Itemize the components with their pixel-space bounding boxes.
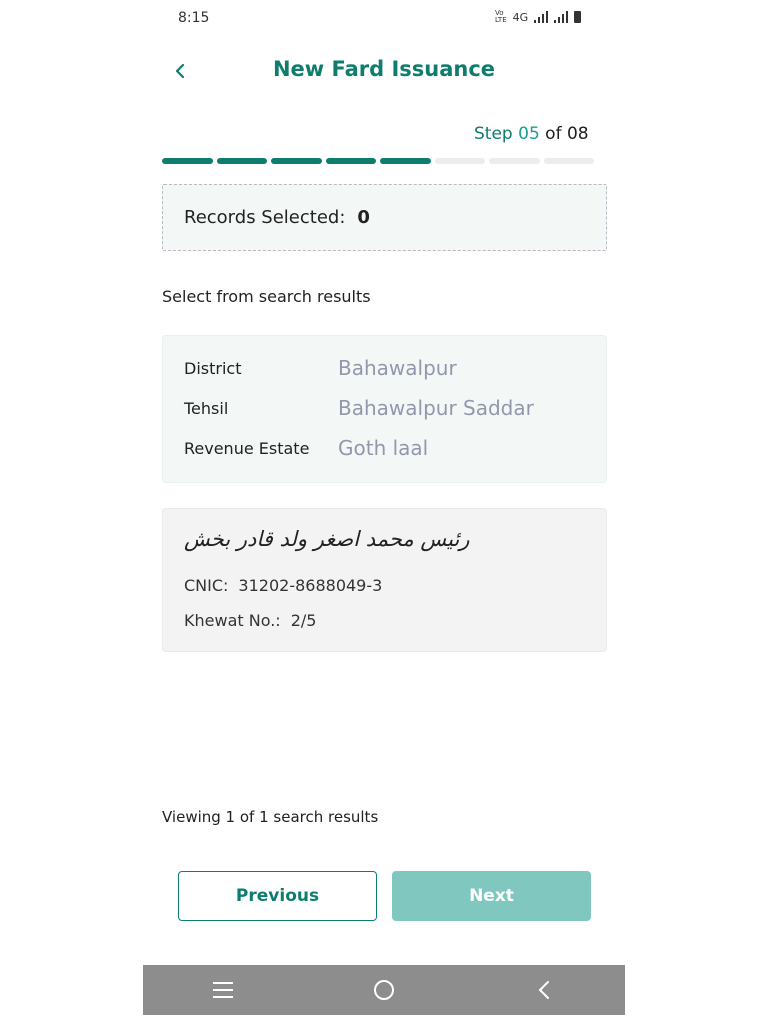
progress-segment-pending [489, 158, 540, 164]
cnic-value: 31202-8688049-3 [238, 576, 383, 595]
location-card [162, 335, 607, 483]
menu-icon[interactable] [211, 978, 235, 1002]
owner-name: رئیس محمد اصغر ولد قادر بخش [184, 527, 470, 551]
district-value: Bahawalpur [338, 356, 457, 380]
tehsil-value: Bahawalpur Saddar [338, 396, 534, 420]
current-step: 05 [518, 124, 540, 144]
records-selected-count: 0 [357, 207, 370, 228]
search-result-card[interactable] [162, 508, 607, 652]
battery-icon [574, 11, 581, 23]
total-steps: 08 [566, 124, 589, 144]
progress-segment-pending [435, 158, 486, 164]
home-icon[interactable] [372, 978, 396, 1002]
progress-segment-complete [271, 158, 322, 164]
cnic-label: CNIC: [184, 576, 229, 595]
district-label: District [184, 358, 242, 378]
of-label: of [545, 124, 562, 144]
signal-icon [534, 11, 548, 23]
section-title: Select from search results [162, 287, 371, 306]
network-type: 4G [512, 10, 529, 24]
tehsil-label: Tehsil [184, 398, 229, 418]
records-selected-box [162, 184, 607, 251]
progress-segment-pending [544, 158, 595, 164]
progress-segment-complete [380, 158, 431, 164]
step-indicator [474, 124, 589, 144]
district-row [184, 356, 457, 380]
next-button[interactable]: Next [392, 871, 591, 921]
system-nav-bar [143, 965, 625, 1015]
revenue-estate-row [184, 436, 428, 460]
status-icons [495, 10, 581, 24]
step-label: Step [474, 124, 513, 144]
cnic-line [184, 576, 382, 595]
signal-icon-2 [554, 11, 568, 23]
tehsil-row [184, 396, 534, 420]
viewing-results-text: Viewing 1 of 1 search results [162, 808, 379, 826]
step-progress-bar [162, 158, 594, 164]
page-title: New Fard Issuance [272, 57, 496, 81]
progress-segment-complete [162, 158, 213, 164]
khewat-value: 2/5 [290, 611, 317, 630]
volte-icon: Vo LTE [495, 9, 507, 24]
records-selected-label: Records Selected: [184, 207, 346, 228]
status-time: 8:15 [178, 10, 210, 26]
revenue-estate-label: Revenue Estate [184, 438, 310, 458]
back-icon[interactable] [533, 978, 557, 1002]
previous-button[interactable]: Previous [178, 871, 377, 921]
khewat-line [184, 611, 316, 630]
progress-segment-complete [326, 158, 377, 164]
progress-segment-complete [217, 158, 268, 164]
revenue-estate-value: Goth laal [338, 436, 429, 460]
khewat-label: Khewat No.: [184, 611, 281, 630]
